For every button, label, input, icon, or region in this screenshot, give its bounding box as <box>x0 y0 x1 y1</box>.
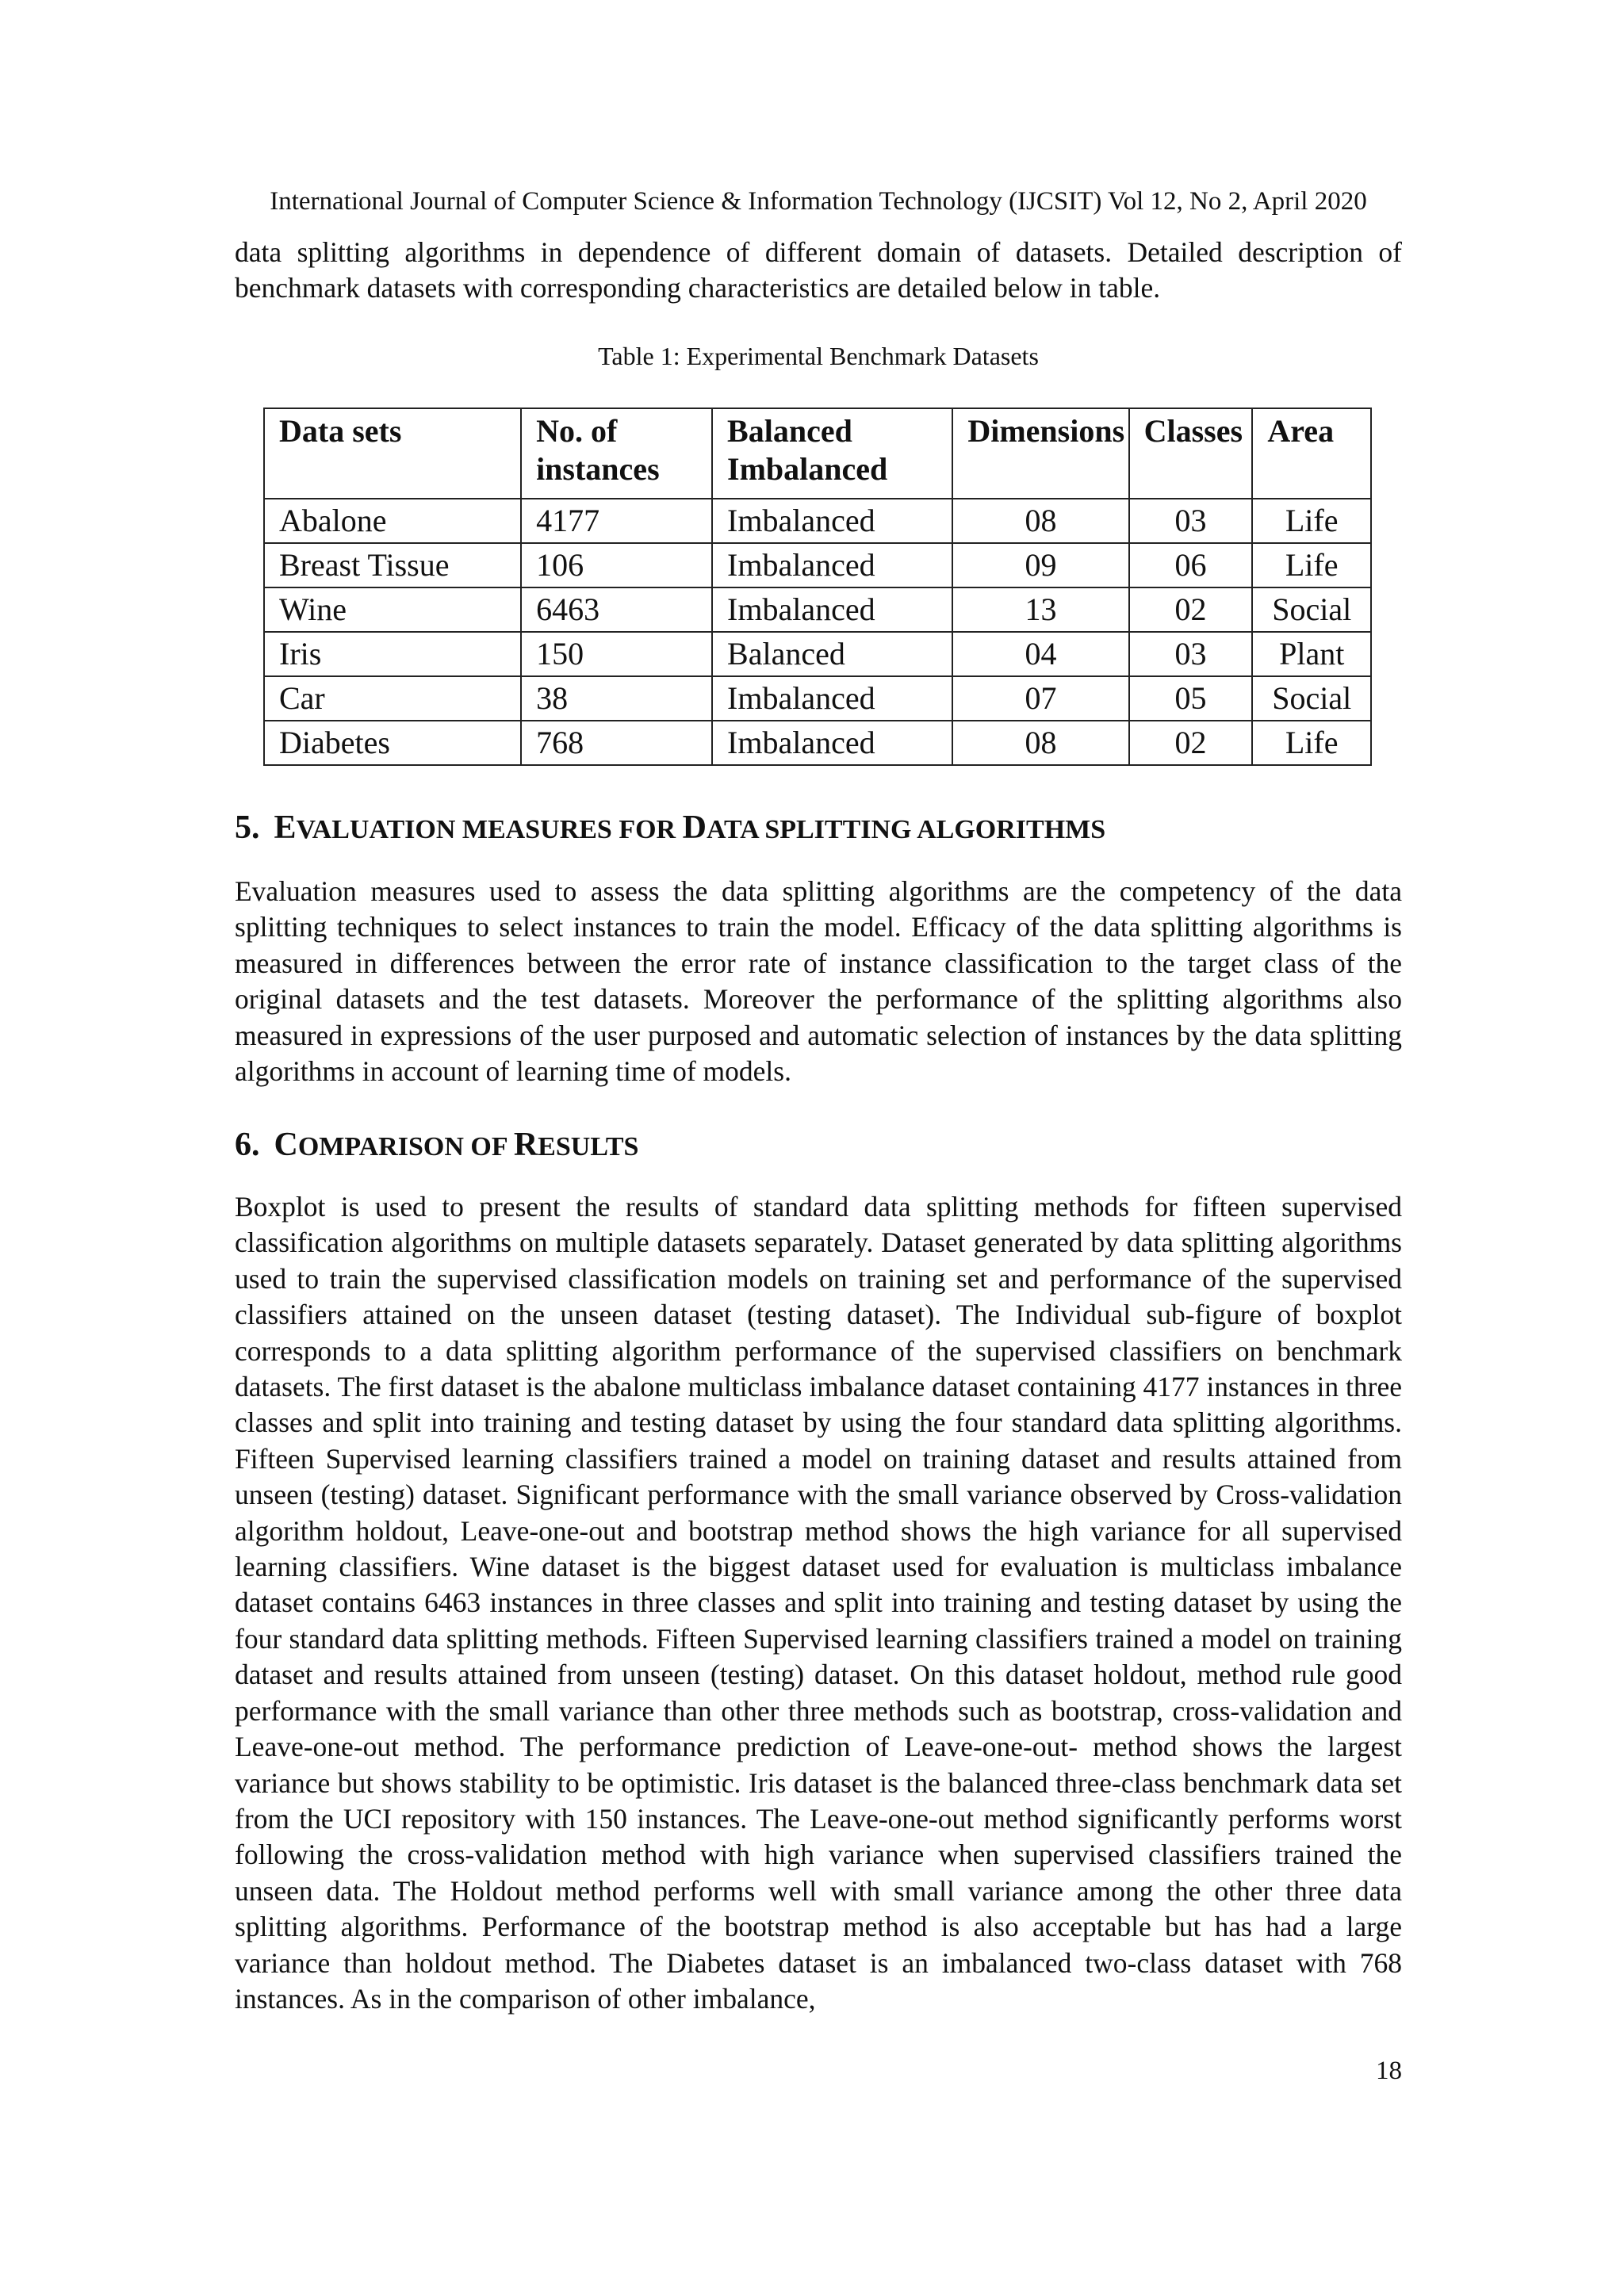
running-header: International Journal of Computer Science & Information Technology (IJCSIT) Vol 12, No 2, April 2020 <box>270 187 1367 216</box>
cell-instances: 150 <box>521 632 712 676</box>
table-caption: Table 1: Experimental Benchmark Datasets <box>598 342 1039 370</box>
cell-instances: 4177 <box>521 499 712 543</box>
cell-classes: 02 <box>1129 587 1253 632</box>
header-classes: Classes <box>1129 408 1253 499</box>
cell-instances: 38 <box>521 676 712 721</box>
section-6-heading: 6. COMPARISON OF RESULTS <box>235 1127 639 1163</box>
cell-classes: 05 <box>1129 676 1253 721</box>
header-datasets: Data sets <box>264 408 521 499</box>
cell-name: Wine <box>264 587 521 632</box>
cell-area: Social <box>1252 676 1371 721</box>
section-6-body: Boxplot is used to present the results of standard data splitting methods for fifteen supervised classification algorithms on multiple datasets separately. Dataset generated by data splitting algorithms used to train the supervised classification models on training set and performance of the supervised classifiers attained on the unseen dataset (testing dataset). The Individual sub-figure of boxplot corresponds to a data splitting algorithm performance of the supervised classifiers on benchmark datasets. The first dataset is the abalone multiclass imbalance dataset containing 4177 instances in three classes and split into training and testing dataset by using the four standard data splitting algorithms. Fifteen Supervised learning classifiers trained a model on training dataset and results attained from unseen (testing) dataset. Significant performance with the small variance observed by Cross-validation algorithm holdout, Leave-one-out and bootstrap method shows the high variance for all supervised learning classifiers. Wine dataset is the biggest dataset used for evaluation is multiclass imbalance dataset contains 6463 instances in three classes and split into training and testing dataset by using the four standard data splitting methods. Fifteen Supervised learning classifiers trained a model on training dataset and results attained from unseen (testing) dataset. On this dataset holdout, method rule good performance with the small variance than other three methods such as bootstrap, cross-validation and Leave-one-out method. The performance prediction of Leave-one-out- method shows the largest variance but shows stability to be optimistic. Iris dataset is the balanced three-class benchmark data set from the UCI repository with 150 instances. The Leave-one-out method significantly performs worst following the cross-validation method with high variance when supervised classifiers trained the unseen data. The Holdout method performs well with small variance among the other three data splitting algorithms. Performance of the bootstrap method is also acceptable but has had a large variance than holdout method. The Diabetes dataset is an imbalanced two-class dataset with 768 instances. As in the comparison of other imbalance, <box>235 1191 1402 2015</box>
cell-area: Social <box>1252 587 1371 632</box>
header-area: Area <box>1252 408 1371 499</box>
header-dimensions: Dimensions <box>952 408 1128 499</box>
cell-balance: Imbalanced <box>712 587 952 632</box>
cell-dimensions: 08 <box>952 721 1128 765</box>
cell-dimensions: 09 <box>952 543 1128 587</box>
table-row <box>264 587 1371 632</box>
cell-balance: Imbalanced <box>712 676 952 721</box>
cell-classes: 03 <box>1129 632 1253 676</box>
table-header-row <box>264 408 1371 499</box>
cell-balance: Imbalanced <box>712 721 952 765</box>
cell-classes: 06 <box>1129 543 1253 587</box>
cell-classes: 02 <box>1129 721 1253 765</box>
cell-instances: 106 <box>521 543 712 587</box>
cell-dimensions: 07 <box>952 676 1128 721</box>
cell-name: Diabetes <box>264 721 521 765</box>
cell-name: Iris <box>264 632 521 676</box>
cell-classes: 03 <box>1129 499 1253 543</box>
cell-balance: Imbalanced <box>712 499 952 543</box>
header-balanced: Balanced Imbalanced <box>712 408 952 499</box>
intro-paragraph: data splitting algorithms in dependence of different domain of datasets. Detailed description of benchmark datasets with corresponding characteristics are detailed below in table. <box>235 236 1402 304</box>
cell-instances: 6463 <box>521 587 712 632</box>
cell-area: Plant <box>1252 632 1371 676</box>
cell-name: Breast Tissue <box>264 543 521 587</box>
header-instances: No. of instances <box>521 408 712 499</box>
cell-balance: Imbalanced <box>712 543 952 587</box>
section-5-body: Evaluation measures used to assess the data splitting algorithms are the competency of the data splitting techniques to select instances to train the model. Efficacy of the data splitting algorithms is measured in differences between the error rate of instance classification to the target class of the original datasets and the test datasets. Moreover the performance of the splitting algorithms also measured in expressions of the user purposed and automatic selection of instances by the data splitting algorithms in account of learning time of models. <box>235 875 1402 1088</box>
table-row <box>264 543 1371 587</box>
cell-name: Car <box>264 676 521 721</box>
cell-name: Abalone <box>264 499 521 543</box>
table-row <box>264 676 1371 721</box>
cell-instances: 768 <box>521 721 712 765</box>
section-5-heading: 5. EVALUATION MEASURES FOR DATA SPLITTING ALGORITHMS <box>235 809 1106 846</box>
benchmark-datasets-table <box>263 408 1372 766</box>
table-row <box>264 632 1371 676</box>
table-row <box>264 721 1371 765</box>
cell-dimensions: 04 <box>952 632 1128 676</box>
cell-area: Life <box>1252 721 1371 765</box>
cell-dimensions: 08 <box>952 499 1128 543</box>
page-number: 18 <box>1376 2057 1402 2085</box>
cell-balance: Balanced <box>712 632 952 676</box>
cell-dimensions: 13 <box>952 587 1128 632</box>
cell-area: Life <box>1252 499 1371 543</box>
cell-area: Life <box>1252 543 1371 587</box>
table-row <box>264 499 1371 543</box>
